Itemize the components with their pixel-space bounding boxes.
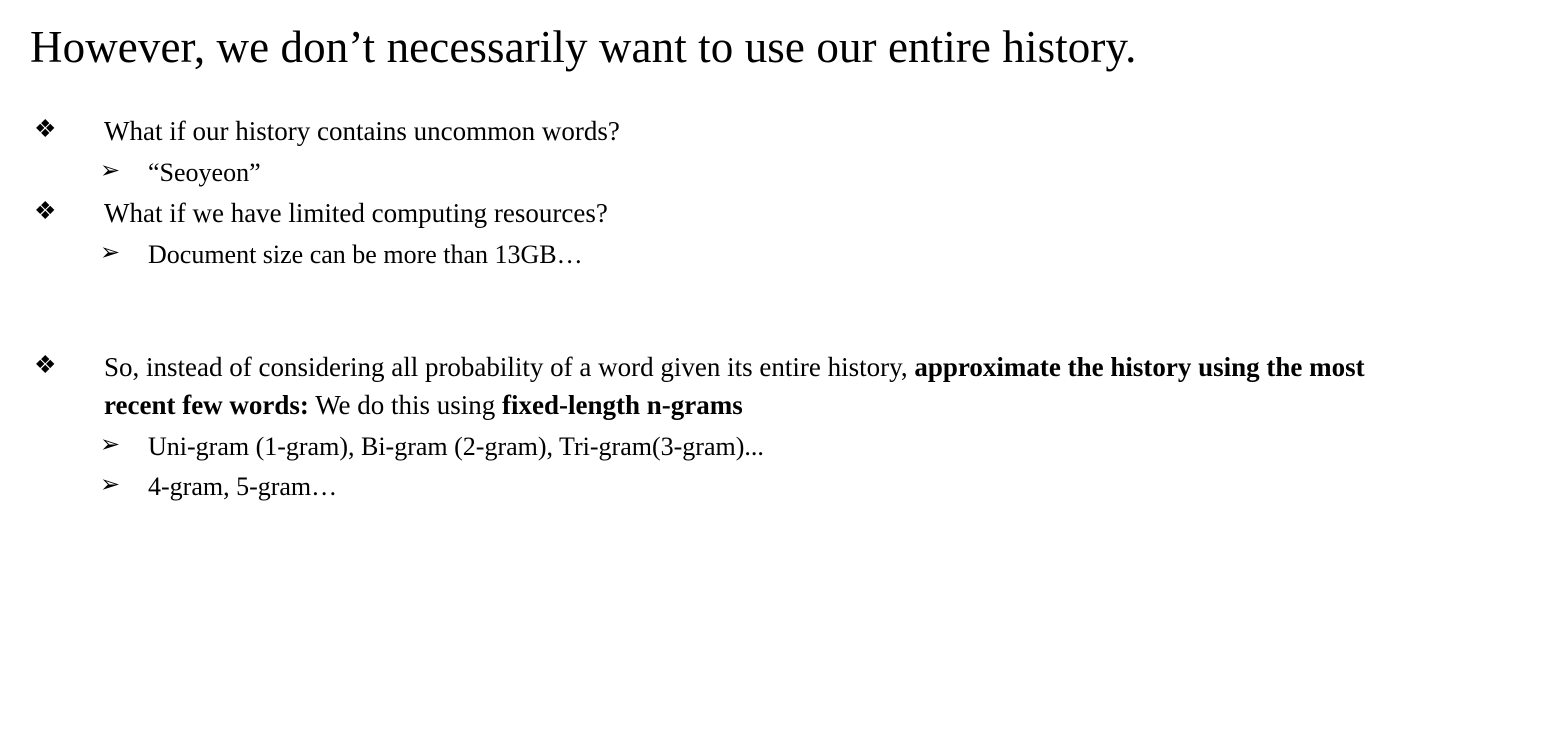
list-item bbox=[30, 194, 1510, 232]
paragraph-segment-plain-2: We do this using bbox=[308, 390, 503, 421]
list-item-text: 4-gram, 5-gram… bbox=[148, 472, 338, 502]
list-item bbox=[30, 468, 1510, 506]
paragraph-segment-bold: approximate the history using the most recent few words: bbox=[104, 351, 1365, 421]
list-item-text: What if we have limited computing resources? bbox=[104, 197, 608, 228]
diamond-bullet-icon: ❖ bbox=[34, 115, 57, 143]
list-item bbox=[30, 236, 1510, 274]
list-item-text: Uni-gram (1-gram), Bi-gram (2-gram), Tri-gram(3-gram)... bbox=[148, 432, 764, 462]
arrow-bullet-icon: ➢ bbox=[100, 472, 121, 499]
diamond-bullet-icon: ❖ bbox=[34, 197, 57, 225]
list-item-text bbox=[104, 348, 1389, 425]
paragraph-segment-plain: So, instead of considering all probability of a word given its entire history, bbox=[104, 351, 915, 382]
list-item-text: “Seoyeon” bbox=[148, 158, 261, 188]
list-item bbox=[30, 428, 1510, 466]
list-item bbox=[30, 348, 1510, 425]
arrow-bullet-icon: ➢ bbox=[100, 158, 121, 185]
list-item bbox=[30, 154, 1510, 192]
arrow-bullet-icon: ➢ bbox=[100, 432, 121, 459]
page-title: However, we don’t necessarily want to use our entire history. bbox=[30, 22, 1137, 72]
bullet-list bbox=[30, 112, 1510, 506]
paragraph-segment-bold-2: fixed-length n-grams bbox=[502, 390, 743, 421]
list-item-text: What if our history contains uncommon words? bbox=[104, 115, 620, 146]
arrow-bullet-icon: ➢ bbox=[100, 240, 121, 267]
diamond-bullet-icon: ❖ bbox=[34, 351, 57, 379]
list-item-text: Document size can be more than 13GB… bbox=[148, 240, 583, 270]
spacer bbox=[30, 276, 1510, 348]
list-item bbox=[30, 112, 1510, 150]
